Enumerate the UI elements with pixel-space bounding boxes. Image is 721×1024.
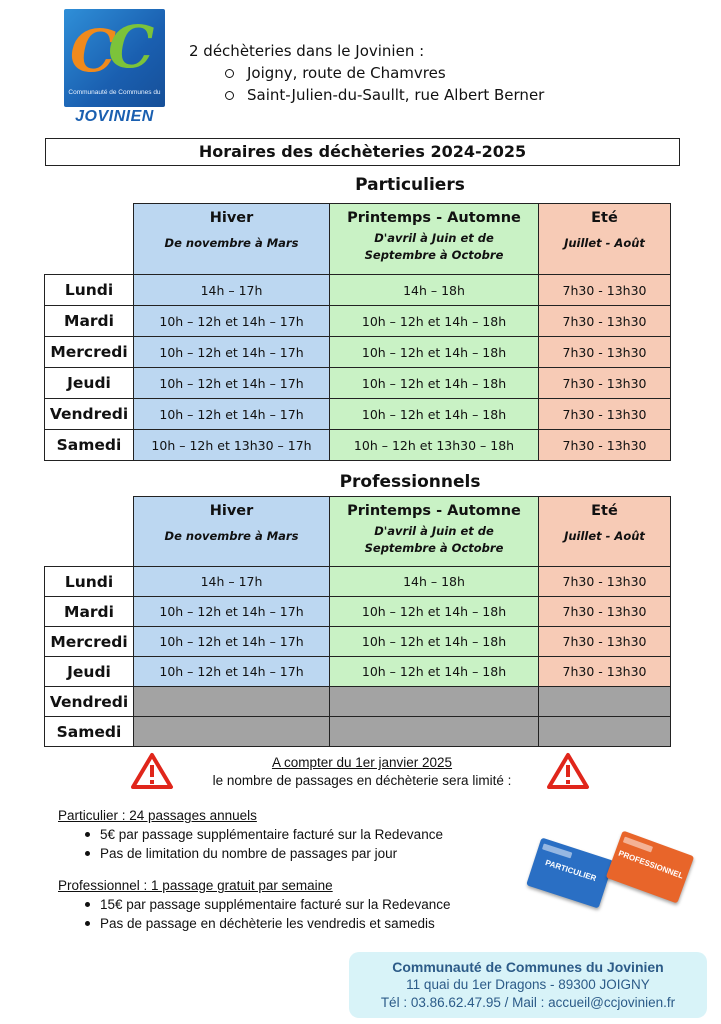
- rule-lead-particulier: Particulier : 24 passages annuels: [58, 808, 257, 823]
- season-period: Juillet - Août: [564, 236, 645, 250]
- season-header-printemps: [329, 496, 539, 567]
- page-title: Horaires des déchèteries 2024-2025: [45, 138, 680, 166]
- season-name: Hiver: [209, 503, 254, 519]
- season-header-printemps: [329, 203, 539, 275]
- hours-cell: 10h – 12h et 14h – 17h: [133, 596, 330, 627]
- hours-cell: 14h – 18h: [329, 274, 539, 306]
- rule-lead-professionnel: Professionnel : 1 passage gratuit par semaine: [58, 878, 333, 893]
- hours-cell: 7h30 - 13h30: [538, 656, 671, 687]
- day-label: Mercredi: [44, 336, 134, 368]
- hours-cell: 7h30 - 13h30: [538, 429, 671, 461]
- season-name: Printemps - Automne: [347, 210, 521, 226]
- notice-date: A compter du 1er janvier 2025: [271, 755, 453, 770]
- hours-cell: 7h30 - 13h30: [538, 596, 671, 627]
- hours-cell: 10h – 12h et 14h – 17h: [133, 305, 330, 337]
- rule-item: Pas de passage en déchèterie les vendredis et samedis: [100, 914, 450, 933]
- hours-cell: 10h – 12h et 14h – 18h: [329, 305, 539, 337]
- card-particulier: [526, 837, 614, 908]
- day-label: Vendredi: [44, 686, 134, 717]
- card-label: PARTICULIER: [544, 858, 598, 884]
- footer-contact-line: Tél : 03.86.62.47.95 / Mail : accueil@ccjovinien.fr: [380, 995, 676, 1010]
- logo: [64, 9, 165, 132]
- season-header-hiver: [133, 203, 330, 275]
- rule-list-professionnel: [100, 895, 450, 933]
- intro-text: 2 déchèteries dans le Jovinien :: [189, 42, 425, 60]
- hours-cell: 10h – 12h et 14h – 17h: [133, 656, 330, 687]
- hours-cell: 10h – 12h et 14h – 18h: [329, 656, 539, 687]
- day-label: Mardi: [44, 305, 134, 337]
- season-name: Hiver: [209, 210, 254, 226]
- footer-address: 11 quai du 1er Dragons - 89300 JOIGNY: [406, 977, 650, 992]
- season-period: D'avril à Juin et de Septembre à Octobre: [364, 231, 504, 262]
- notice: [150, 754, 574, 790]
- logo-background: [64, 9, 165, 107]
- hours-cell: 10h – 12h et 14h – 17h: [133, 367, 330, 399]
- hours-cell: 10h – 12h et 14h – 17h: [133, 336, 330, 368]
- hours-cell: 10h – 12h et 14h – 18h: [329, 336, 539, 368]
- season-header-ete: [538, 203, 671, 275]
- hours-cell: 10h – 12h et 14h – 18h: [329, 398, 539, 430]
- season-name: Printemps - Automne: [347, 503, 521, 519]
- hours-cell: 14h – 17h: [133, 566, 330, 597]
- day-label: Mardi: [44, 596, 134, 627]
- day-label: Lundi: [44, 274, 134, 306]
- hours-cell: 10h – 12h et 14h – 17h: [133, 626, 330, 657]
- hours-cell: 7h30 - 13h30: [538, 367, 671, 399]
- season-period: De novembre à Mars: [164, 529, 299, 543]
- closed-cell: [538, 716, 671, 747]
- footer-contact: [349, 952, 707, 1018]
- closed-cell: [133, 686, 330, 717]
- card-professionnel: [606, 831, 695, 904]
- season-name: Eté: [591, 210, 618, 226]
- footer-org: Communauté de Communes du Jovinien: [392, 959, 664, 975]
- season-header-hiver: [133, 496, 330, 567]
- season-name: Eté: [591, 503, 618, 519]
- hours-cell: 14h – 17h: [133, 274, 330, 306]
- season-period: De novembre à Mars: [164, 236, 299, 250]
- hours-cell: 7h30 - 13h30: [538, 336, 671, 368]
- day-label: Mercredi: [44, 626, 134, 657]
- season-period: Juillet - Août: [564, 529, 645, 543]
- day-label: Lundi: [44, 566, 134, 597]
- rule-item: 15€ par passage supplémentaire facturé sur la Redevance: [100, 897, 451, 912]
- section-title-professionnels: Professionnels: [339, 472, 481, 492]
- closed-cell: [538, 686, 671, 717]
- section-title-particuliers: Particuliers: [355, 175, 465, 195]
- hours-cell: 10h – 12h et 14h – 17h: [133, 398, 330, 430]
- rule-list-particulier: [100, 825, 443, 863]
- intro: [189, 40, 544, 106]
- notice-text: le nombre de passages en déchèterie sera limité :: [212, 773, 512, 788]
- card-label: PROFESSIONNEL: [617, 848, 685, 881]
- closed-cell: [329, 686, 539, 717]
- sites-list: [223, 62, 544, 106]
- day-label: Jeudi: [44, 367, 134, 399]
- rules-particulier: [58, 806, 443, 863]
- hours-cell: 10h – 12h et 13h30 – 17h: [133, 429, 330, 461]
- day-label: Samedi: [44, 716, 134, 747]
- hours-cell: 7h30 - 13h30: [538, 398, 671, 430]
- hours-cell: 7h30 - 13h30: [538, 274, 671, 306]
- closed-cell: [329, 716, 539, 747]
- day-label: Jeudi: [44, 656, 134, 687]
- day-label: Vendredi: [44, 398, 134, 430]
- hours-cell: 10h – 12h et 14h – 18h: [329, 596, 539, 627]
- hours-cell: 7h30 - 13h30: [538, 305, 671, 337]
- rule-item: 5€ par passage supplémentaire facturé sur la Redevance: [100, 827, 443, 842]
- hours-cell: 10h – 12h et 14h – 18h: [329, 367, 539, 399]
- hours-cell: 7h30 - 13h30: [538, 626, 671, 657]
- rule-item: Pas de limitation du nombre de passages par jour: [100, 844, 443, 863]
- hours-cell: 7h30 - 13h30: [538, 566, 671, 597]
- day-label: Samedi: [44, 429, 134, 461]
- logo-subtitle: Communauté de Communes du: [68, 89, 161, 96]
- hours-cell: 10h – 12h et 14h – 18h: [329, 626, 539, 657]
- season-period: D'avril à Juin et de Septembre à Octobre: [364, 524, 504, 555]
- season-header-ete: [538, 496, 671, 567]
- hours-cell: 14h – 18h: [329, 566, 539, 597]
- hours-cell: 10h – 12h et 13h30 – 18h: [329, 429, 539, 461]
- logo-letters: C C: [70, 13, 141, 85]
- closed-cell: [133, 716, 330, 747]
- site-item: Joigny, route de Chamvres: [223, 62, 544, 84]
- logo-name: JOVINIEN: [75, 108, 154, 125]
- site-item: Saint-Julien-du-Saullt, rue Albert Berner: [223, 84, 544, 106]
- rules-professionnel: [58, 876, 450, 933]
